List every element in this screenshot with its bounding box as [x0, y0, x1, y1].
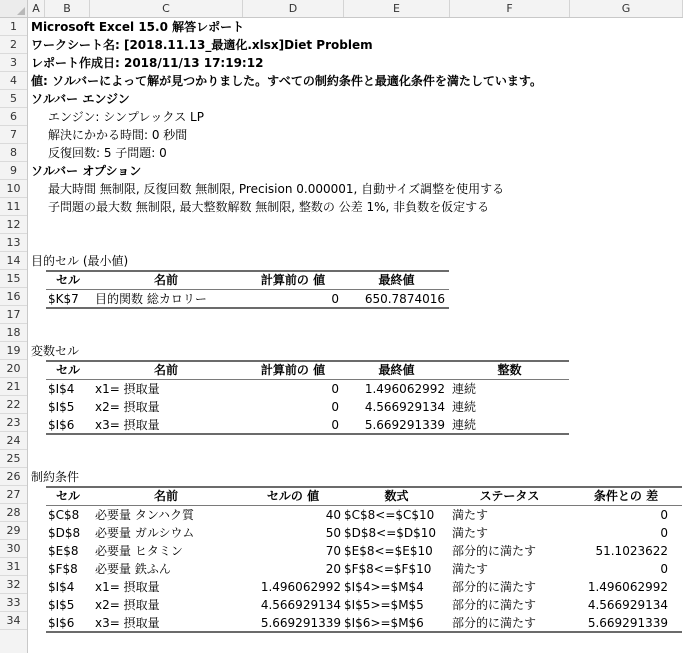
- constraint-name[interactable]: 必要量 タンハク質: [95, 508, 194, 522]
- row-header[interactable]: 5: [0, 90, 27, 108]
- variable-name[interactable]: x3= 摂取量: [95, 418, 160, 432]
- column-header-b[interactable]: B: [45, 0, 90, 17]
- constraints-col-name[interactable]: 名前: [153, 489, 178, 503]
- column-header-f[interactable]: F: [450, 0, 570, 17]
- constraint-slack[interactable]: 5.669291339: [587, 616, 668, 630]
- constraint-formula[interactable]: $F$8<=$F$10: [344, 562, 432, 576]
- row-header[interactable]: 14: [0, 252, 27, 270]
- options-section-header[interactable]: ソルバー オプション: [31, 164, 142, 178]
- row-header[interactable]: 16: [0, 288, 27, 306]
- constraints-col-cell[interactable]: セル: [55, 489, 80, 503]
- row-header[interactable]: 25: [0, 450, 27, 468]
- row-header[interactable]: 10: [0, 180, 27, 198]
- column-header-a[interactable]: A: [28, 0, 45, 17]
- column-header-bar: [0, 0, 683, 18]
- row-header[interactable]: 15: [0, 270, 27, 288]
- row-header[interactable]: 13: [0, 234, 27, 252]
- engine-name[interactable]: エンジン: シンプレックス LP: [48, 110, 204, 124]
- constraint-formula[interactable]: $I$5>=$M$5: [344, 598, 424, 612]
- row-header[interactable]: 7: [0, 126, 27, 144]
- row-header[interactable]: 21: [0, 378, 27, 396]
- constraint-name[interactable]: x2= 摂取量: [95, 598, 160, 612]
- row-header[interactable]: 11: [0, 198, 27, 216]
- objective-final-value[interactable]: 650.7874016: [364, 292, 445, 306]
- table-rule: [46, 307, 449, 309]
- row-header[interactable]: 9: [0, 162, 27, 180]
- row-header[interactable]: 2: [0, 36, 27, 54]
- column-header-e[interactable]: E: [344, 0, 450, 17]
- constraint-status[interactable]: 部分的に満たす: [452, 544, 537, 558]
- row-header[interactable]: 12: [0, 216, 27, 234]
- row-header[interactable]: 30: [0, 540, 27, 558]
- row-header-bar: [0, 18, 28, 653]
- objective-col-name[interactable]: 名前: [153, 273, 178, 287]
- row-header[interactable]: 34: [0, 612, 27, 630]
- column-header-d[interactable]: D: [243, 0, 344, 17]
- variables-col-cell[interactable]: セル: [55, 363, 80, 377]
- constraint-value[interactable]: 70: [325, 544, 341, 558]
- constraint-status[interactable]: 部分的に満たす: [452, 598, 537, 612]
- constraint-name[interactable]: 必要量 ガルシウム: [95, 526, 195, 540]
- constraint-cell-ref[interactable]: $D$8: [48, 526, 81, 540]
- constraint-slack[interactable]: 0: [660, 562, 668, 576]
- variables-col-original[interactable]: 計算前の 値: [260, 363, 326, 377]
- report-title[interactable]: Microsoft Excel 15.0 解答レポート: [31, 20, 245, 34]
- variable-cell-ref[interactable]: $I$5: [48, 400, 75, 414]
- constraint-value[interactable]: 40: [325, 508, 341, 522]
- variable-integer[interactable]: 連続: [452, 418, 477, 432]
- row-header[interactable]: 24: [0, 432, 27, 450]
- constraint-formula[interactable]: $D$8<=$D$10: [344, 526, 437, 540]
- solver-result-message[interactable]: 値: ソルバーによって解が見つかりました。すべての制約条件と最適化条件を満たしています。: [31, 74, 542, 88]
- constraint-cell-ref[interactable]: $F$8: [48, 562, 78, 576]
- row-header[interactable]: 1: [0, 18, 27, 36]
- row-header[interactable]: 29: [0, 522, 27, 540]
- engine-iterations[interactable]: 反復回数: 5 子問題: 0: [48, 146, 167, 160]
- select-all-button[interactable]: [0, 0, 28, 17]
- constraint-formula[interactable]: $I$6>=$M$6: [344, 616, 424, 630]
- constraint-formula[interactable]: $C$8<=$C$10: [344, 508, 435, 522]
- row-header[interactable]: 23: [0, 414, 27, 432]
- constraints-col-slack[interactable]: 条件との 差: [593, 489, 659, 503]
- options-line-1[interactable]: 最大時間 無制限, 反復回数 無制限, Precision 0.000001, 自動サイズ調整を使用する: [48, 182, 505, 196]
- variable-original[interactable]: 0: [331, 382, 339, 396]
- row-header[interactable]: 26: [0, 468, 27, 486]
- variable-name[interactable]: x2= 摂取量: [95, 400, 160, 414]
- constraint-slack[interactable]: 51.1023622: [595, 544, 668, 558]
- constraint-value[interactable]: 50: [325, 526, 341, 540]
- variables-section-header[interactable]: 変数セル: [31, 344, 80, 358]
- objective-col-original[interactable]: 計算前の 値: [260, 273, 326, 287]
- constraint-cell-ref[interactable]: $I$6: [48, 616, 75, 630]
- constraint-slack[interactable]: 1.496062992: [587, 580, 668, 594]
- constraint-value[interactable]: 4.566929134: [260, 598, 341, 612]
- constraint-formula[interactable]: $E$8<=$E$10: [344, 544, 433, 558]
- table-rule: [46, 631, 682, 633]
- row-header[interactable]: 32: [0, 576, 27, 594]
- constraints-col-formula[interactable]: 数式: [384, 489, 409, 503]
- row-header[interactable]: 22: [0, 396, 27, 414]
- constraints-col-status[interactable]: ステータス: [479, 489, 540, 503]
- variable-original[interactable]: 0: [331, 400, 339, 414]
- engine-solve-time[interactable]: 解決にかかる時間: 0 秒間: [48, 128, 188, 142]
- variable-final[interactable]: 4.566929134: [364, 400, 445, 414]
- constraint-value[interactable]: 5.669291339: [260, 616, 341, 630]
- options-line-2[interactable]: 子問題の最大数 無制限, 最大整数解数 無制限, 整数の 公差 1%, 非負数を仮定する: [48, 200, 490, 214]
- constraint-status[interactable]: 部分的に満たす: [452, 580, 537, 594]
- variables-col-integer[interactable]: 整数: [497, 363, 522, 377]
- constraint-name[interactable]: x1= 摂取量: [95, 580, 160, 594]
- variable-final[interactable]: 1.496062992: [364, 382, 445, 396]
- row-header[interactable]: 33: [0, 594, 27, 612]
- objective-original-value[interactable]: 0: [331, 292, 339, 306]
- constraint-value[interactable]: 1.496062992: [260, 580, 341, 594]
- constraint-status[interactable]: 満たす: [452, 562, 489, 576]
- variable-final[interactable]: 5.669291339: [364, 418, 445, 432]
- row-header[interactable]: 19: [0, 342, 27, 360]
- constraint-status[interactable]: 満たす: [452, 508, 489, 522]
- constraint-status[interactable]: 部分的に満たす: [452, 616, 537, 630]
- row-header[interactable]: 28: [0, 504, 27, 522]
- constraint-cell-ref[interactable]: $E$8: [48, 544, 79, 558]
- row-header[interactable]: 20: [0, 360, 27, 378]
- constraint-slack[interactable]: 0: [660, 508, 668, 522]
- engine-section-header[interactable]: ソルバー エンジン: [31, 92, 130, 106]
- constraint-cell-ref[interactable]: $I$5: [48, 598, 75, 612]
- variable-original[interactable]: 0: [331, 418, 339, 432]
- constraint-name[interactable]: 必要量 ヒタミン: [95, 544, 183, 558]
- constraint-slack[interactable]: 0: [660, 526, 668, 540]
- row-header[interactable]: 4: [0, 72, 27, 90]
- constraint-cell-ref[interactable]: $I$4: [48, 580, 75, 594]
- row-header[interactable]: 3: [0, 54, 27, 72]
- variable-integer[interactable]: 連続: [452, 400, 477, 414]
- constraint-value[interactable]: 20: [325, 562, 341, 576]
- variable-integer[interactable]: 連続: [452, 382, 477, 396]
- objective-col-cell[interactable]: セル: [55, 273, 80, 287]
- row-header[interactable]: 18: [0, 324, 27, 342]
- variables-col-final[interactable]: 最終値: [378, 363, 415, 377]
- constraint-status[interactable]: 満たす: [452, 526, 489, 540]
- constraint-name[interactable]: x3= 摂取量: [95, 616, 160, 630]
- variables-col-name[interactable]: 名前: [153, 363, 178, 377]
- row-header[interactable]: 6: [0, 108, 27, 126]
- variable-cell-ref[interactable]: $I$6: [48, 418, 75, 432]
- column-header-c[interactable]: C: [90, 0, 243, 17]
- row-header[interactable]: 31: [0, 558, 27, 576]
- constraints-col-value[interactable]: セルの 値: [266, 489, 320, 503]
- constraint-cell-ref[interactable]: $C$8: [48, 508, 80, 522]
- constraint-slack[interactable]: 4.566929134: [587, 598, 668, 612]
- objective-col-final[interactable]: 最終値: [378, 273, 415, 287]
- objective-cell-ref[interactable]: $K$7: [48, 292, 79, 306]
- constraint-formula[interactable]: $I$4>=$M$4: [344, 580, 424, 594]
- row-header[interactable]: 17: [0, 306, 27, 324]
- constraint-name[interactable]: 必要量 鉄ふん: [95, 562, 171, 576]
- objective-cell-name[interactable]: 目的関数 総カロリー: [95, 292, 207, 306]
- row-header[interactable]: 27: [0, 486, 27, 504]
- row-header[interactable]: 8: [0, 144, 27, 162]
- column-header-g[interactable]: G: [570, 0, 683, 17]
- report-created[interactable]: レポート作成日: 2018/11/13 17:19:12: [31, 56, 264, 70]
- constraints-section-header[interactable]: 制約条件: [31, 470, 80, 484]
- worksheet-name[interactable]: ワークシート名: [2018.11.13_最適化.xlsx]Diet Problem: [31, 38, 373, 52]
- table-rule: [46, 433, 569, 435]
- variable-cell-ref[interactable]: $I$4: [48, 382, 75, 396]
- objective-section-header[interactable]: 目的セル (最小値): [31, 254, 129, 268]
- variable-name[interactable]: x1= 摂取量: [95, 382, 160, 396]
